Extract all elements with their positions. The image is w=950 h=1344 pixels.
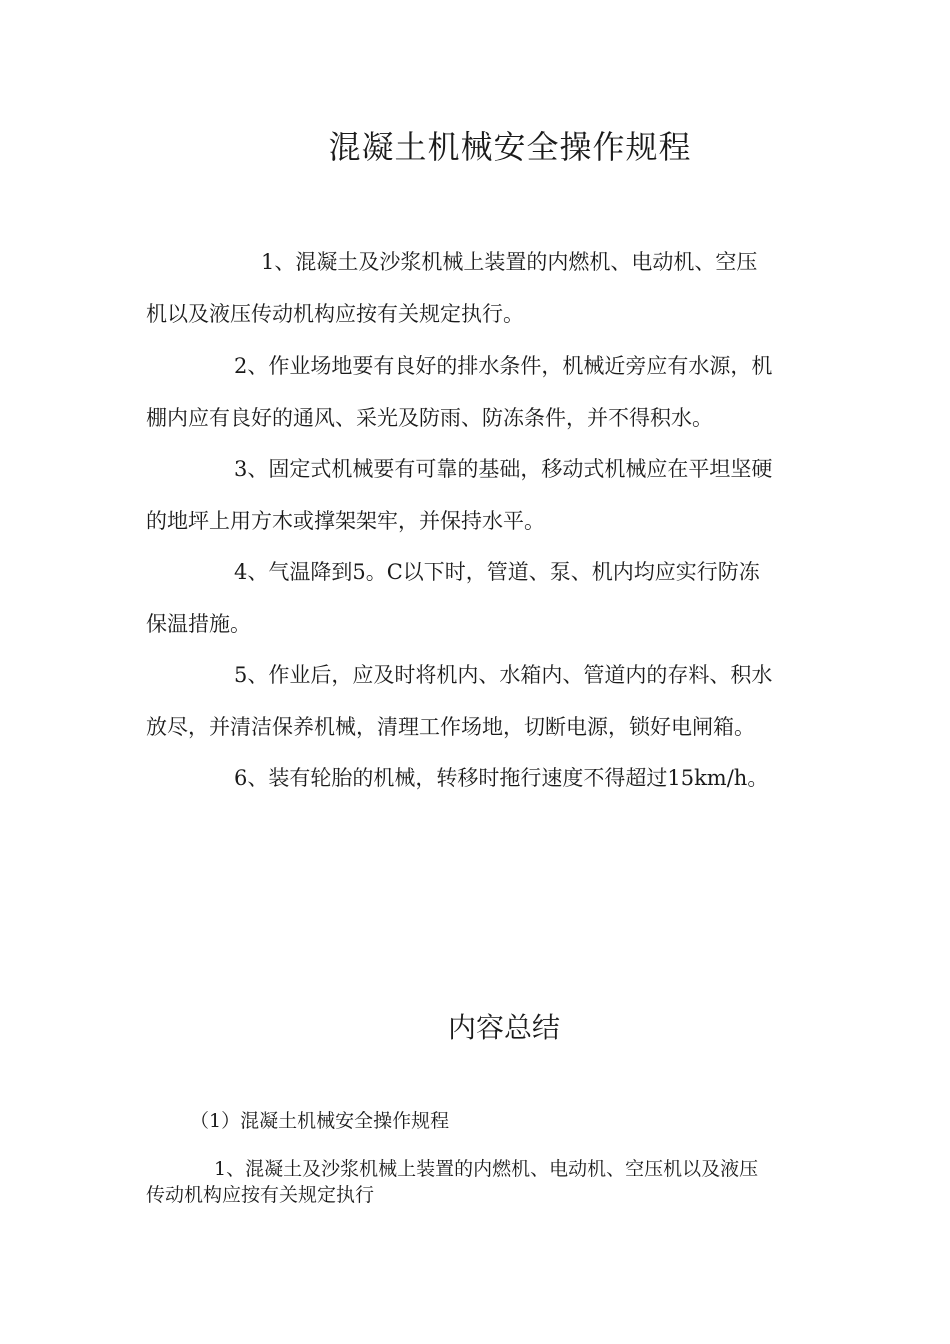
paragraph-3-line-1: 3、固定式机械要有可靠的基础，移动式机械应在平坦坚硬 [234, 457, 773, 481]
paragraph-5-line-2: 放尽，并清洁保养机械，清理工作场地，切断电源，锁好电闸箱。 [146, 715, 755, 739]
paragraph-4-line-2: 保温措施。 [146, 612, 251, 636]
document-title: 混凝土机械安全操作规程 [328, 128, 692, 166]
paragraph-4 [146, 546, 806, 650]
paragraph-3 [146, 443, 806, 547]
paragraph-2 [146, 340, 806, 444]
summary-paragraph [146, 1156, 806, 1208]
summary-paragraph-line-2: 传动机构应按有关规定执行 [146, 1184, 375, 1206]
summary-item: （1）混凝土机械安全操作规程 [190, 1110, 450, 1132]
summary-paragraph-line-1: 1、混凝土及沙浆机械上装置的内燃机、电动机、空压机以及液压 [214, 1158, 759, 1180]
paragraph-6 [146, 752, 806, 804]
paragraph-5 [146, 649, 806, 753]
paragraph-1 [146, 236, 806, 340]
paragraph-2-line-1: 2、作业场地要有良好的排水条件，机械近旁应有水源，机 [234, 354, 773, 378]
paragraph-4-line-1: 4、气温降到5。C以下时，管道、泵、机内均应实行防冻 [234, 560, 760, 584]
paragraph-2-line-2: 棚内应有良好的通风、采光及防雨、防冻条件，并不得积水。 [146, 406, 713, 430]
paragraph-1-line-2: 机以及液压传动机构应按有关规定执行。 [146, 302, 524, 326]
summary-title: 内容总结 [447, 1011, 560, 1044]
paragraph-5-line-1: 5、作业后，应及时将机内、水箱内、管道内的存料、积水 [234, 663, 773, 687]
paragraph-1-line-1: 1、混凝土及沙浆机械上装置的内燃机、电动机、空压 [261, 250, 758, 274]
paragraph-3-line-2: 的地坪上用方木或撑架架牢，并保持水平。 [146, 509, 545, 533]
paragraph-6-line-1: 6、装有轮胎的机械，转移时拖行速度不得超过15km/h。 [234, 766, 769, 790]
